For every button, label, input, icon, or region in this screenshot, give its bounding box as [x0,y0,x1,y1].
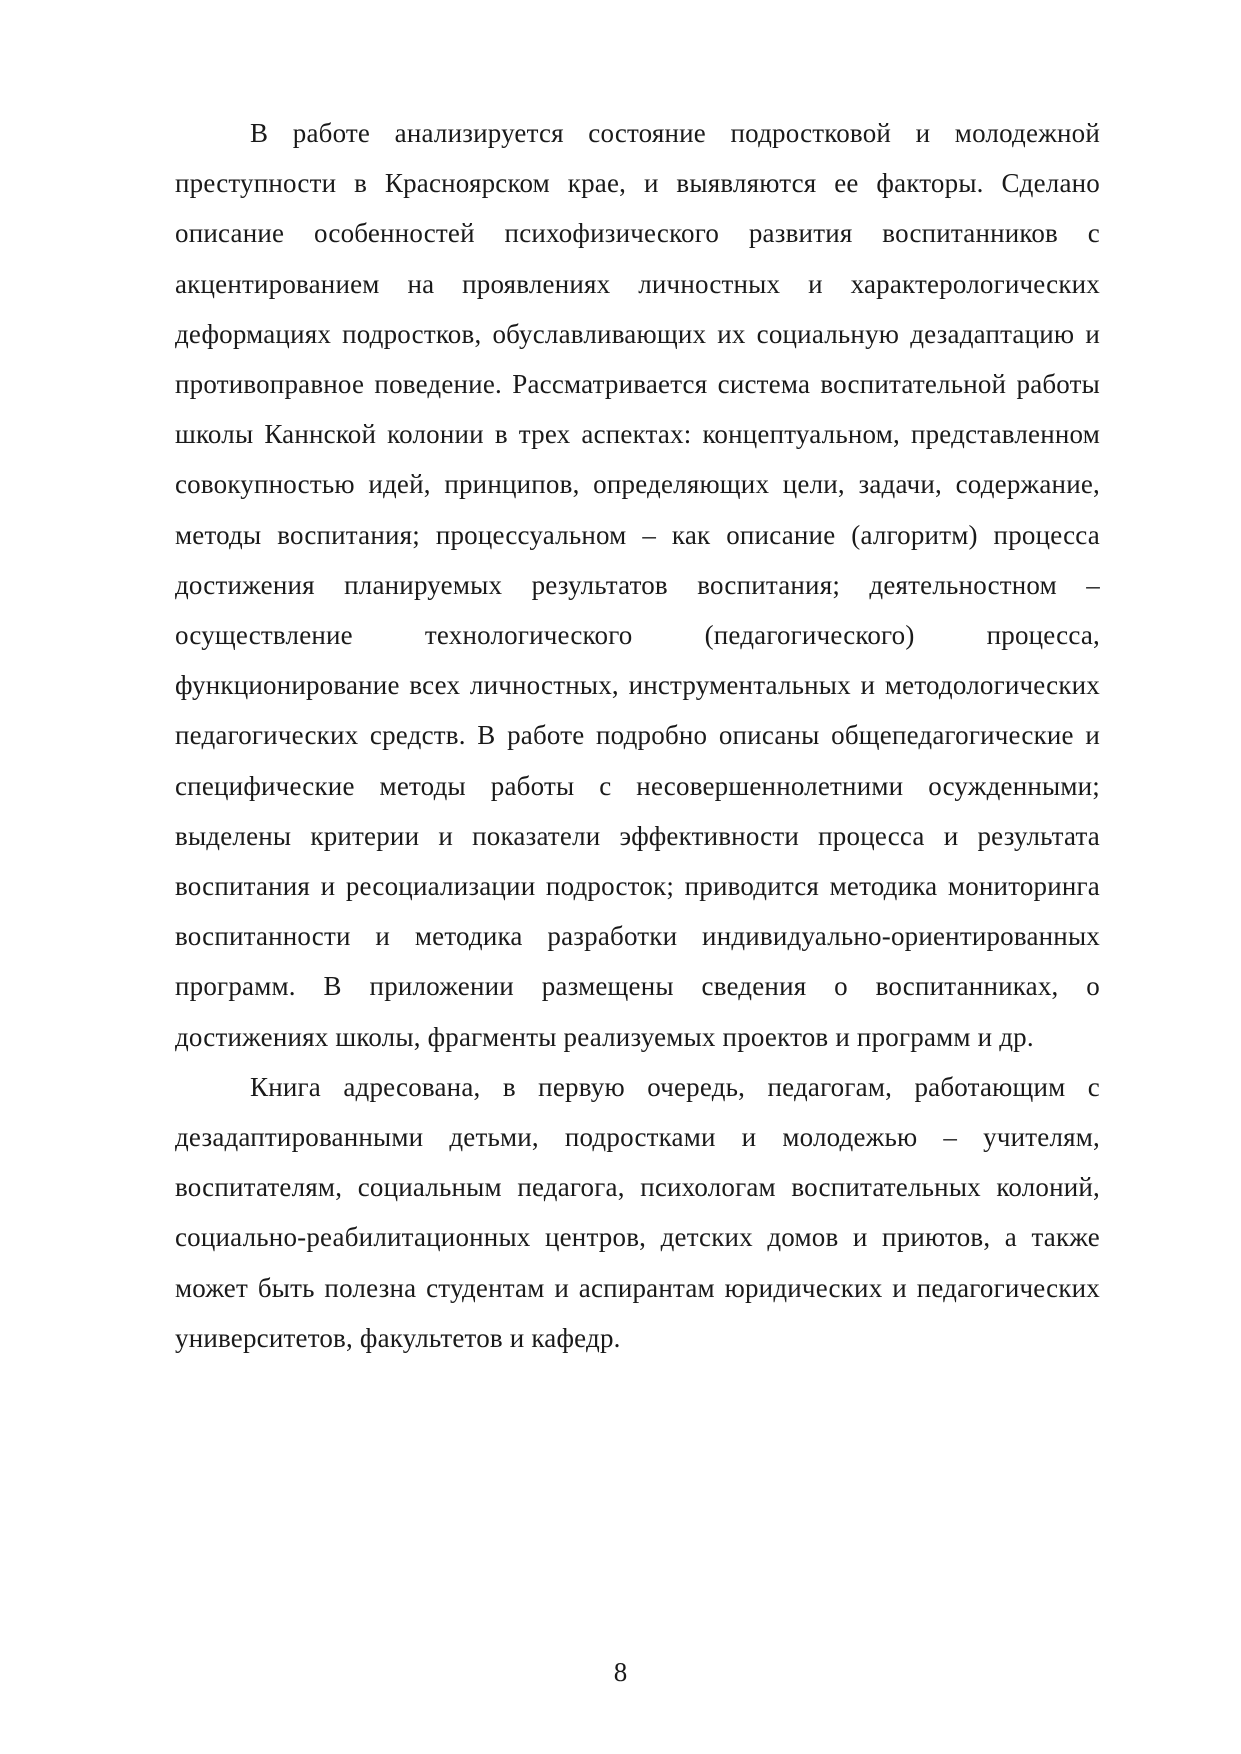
paragraph-abstract: В работе анализируется состояние подростковой и молодежной преступности в Красноярском крае, и выявляются ее факторы. Сделано описание особенностей психофизического развития воспитанников с акцентированием на проявлениях личностных и характерологических деформациях подростков, обуславливающих их социальную дезадаптацию и противоправное поведение. Рассматривается система воспитательной работы школы Каннской колонии в трех аспектах: концептуальном, представленном совокупностью идей, принципов, определяющих цели, задачи, содержание, методы воспитания; процессуальном – как описание (алгоритм) процесса достижения планируемых результатов воспитания; деятельностном – осуществление технологического (педагогического) процесса, функционирование всех личностных, инструментальных и методологических педагогических средств. В работе подробно описаны общепедагогические и специфические методы работы с несовершеннолетними осужденными; выделены критерии и показатели эффективности процесса и результата воспитания и ресоциализации подросток; приводится методика мониторинга воспитанности и методика разработки индивидуально-ориентированных программ. В приложении размещены сведения о воспитанниках, о достижениях школы, фрагменты реализуемых проектов и программ и др. [175,118,1100,1052]
page-number: 8 [613,1657,628,1687]
paragraph-audience: Книга адресована, в первую очередь, педагогам, работающим с дезадаптированными детьми, подростками и молодежью – учителям, воспитателям, социальным педагога, психологам воспитательных колоний, социально-реабилитационных центров, детских домов и приютов, а также может быть полезна студентам и аспирантам юридических и педагогических университетов, факультетов и кафедр. [175,1071,1100,1353]
body-text [175,108,1100,1363]
